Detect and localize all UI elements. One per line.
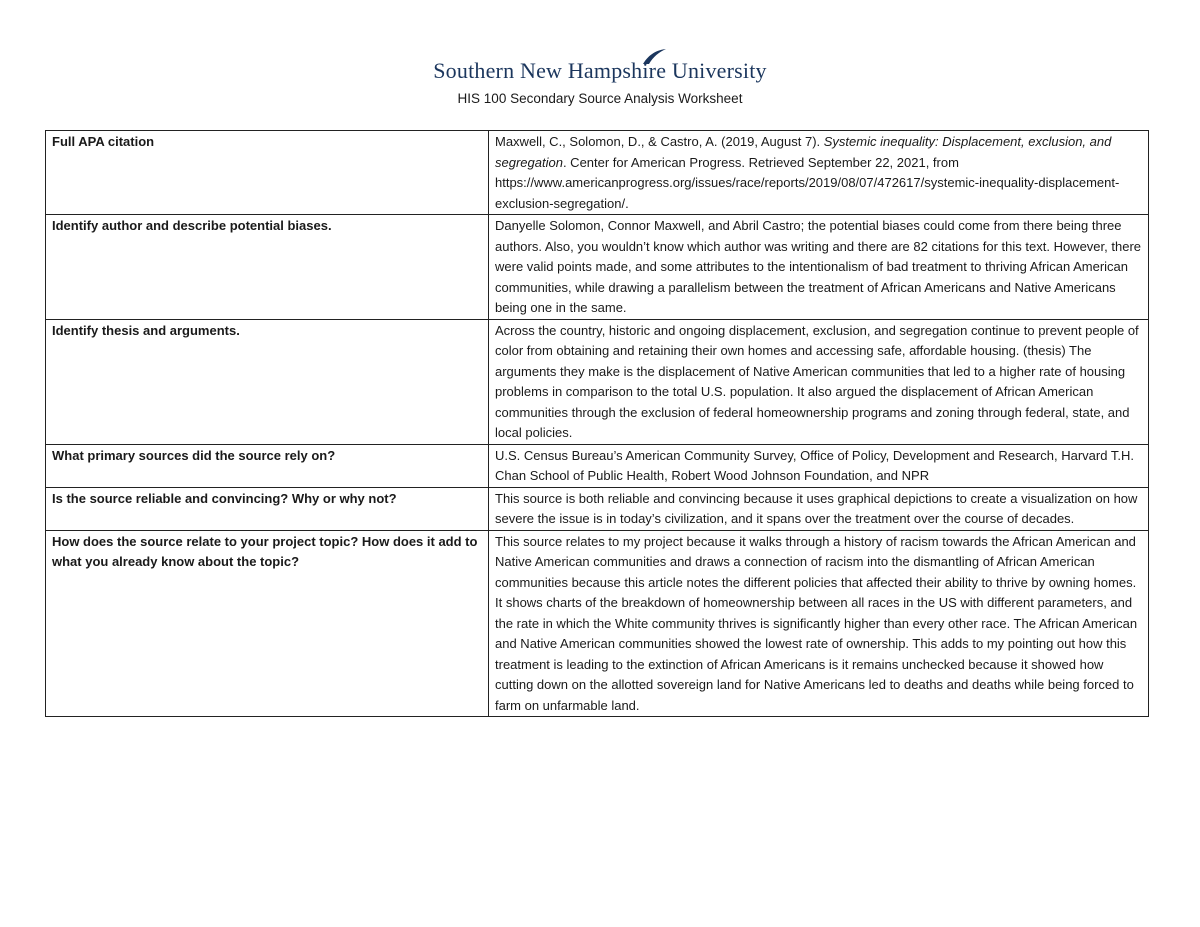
table-row	[46, 530, 1149, 717]
question-cell: How does the source relate to your project topic? How does it add to what you already know about the topic?	[46, 530, 489, 717]
analysis-table	[45, 130, 1149, 717]
question-cell: Identify author and describe potential biases.	[46, 215, 489, 320]
answer-cell	[489, 131, 1149, 215]
university-logo	[433, 56, 767, 86]
citation-title: Systemic inequality: Displacement, exclusion, and segregation	[495, 134, 1112, 170]
table-row	[46, 131, 1149, 215]
answer-cell: This source relates to my project because it walks through a history of racism towards the African American and Native American communities and draws a connection of racism into the dismantling of African American communities because this article notes the different policies that affected their ability to thrive by owning homes. It shows charts of the breakdown of homeownership between all races in the US with different parameters, and the rate in which the White community thrives is significantly higher than every other race. The African American and Native American communities showed the lowest rate of ownership. This adds to my pointing out how this treatment is leading to the extinction of African Americans is it remains unchecked because it showed how cutting down on the allotted sovereign land for Native Americans led to deaths and deaths while being forced to farm on unfarmable land.	[489, 530, 1149, 717]
logo-swoosh-icon	[641, 48, 667, 66]
question-cell: Is the source reliable and convincing? Why or why not?	[46, 487, 489, 530]
answer-cell: This source is both reliable and convincing because it uses graphical depictions to create a visualization on how severe the issue is in today’s civilization, and it spans over the treatment over the course of decades.	[489, 487, 1149, 530]
question-cell: Full APA citation	[46, 131, 489, 215]
table-row	[46, 215, 1149, 320]
citation-source: . Center for American Progress. Retrieved September 22, 2021, from https://www.americanprogress.org/issues/race/reports/2019/08/07/472617/systemic-inequality-displacement-exclusion-segregation/.	[495, 154, 1120, 211]
table-row	[46, 319, 1149, 444]
citation-authors: Maxwell, C., Solomon, D., & Castro, A. (2019, August 7).	[495, 134, 824, 149]
answer-cell: Danyelle Solomon, Connor Maxwell, and Abril Castro; the potential biases could come from there being three authors. Also, you wouldn’t know which author was writing and there are 82 citations for this text. However, there were valid points made, and some attributes to the intentionalism of bad treatment to thriving African American communities, while drawing a parallelism between the treatment of African Americans and Native Americans being one in the same.	[489, 215, 1149, 320]
table-row	[46, 444, 1149, 487]
page-header	[0, 56, 1200, 108]
answer-cell: Across the country, historic and ongoing displacement, exclusion, and segregation continue to prevent people of color from obtaining and retaining their own homes and accessing safe, affordable housing. (thesis) The arguments they make is the displacement of Native American communities that led to a higher rate of housing problems in comparison to the total U.S. population. It also argued the displacement of African American communities through the exclusion of federal homeownership programs and zoning through federal, state, and local policies.	[489, 319, 1149, 444]
question-cell: Identify thesis and arguments.	[46, 319, 489, 444]
logo-text: Southern New Hampshire University	[433, 58, 767, 83]
worksheet-title: HIS 100 Secondary Source Analysis Worksheet	[457, 91, 743, 106]
answer-cell: U.S. Census Bureau’s American Community Survey, Office of Policy, Development and Research, Harvard T.H. Chan School of Public Health, Robert Wood Johnson Foundation, and NPR	[489, 444, 1149, 487]
question-cell: What primary sources did the source rely on?	[46, 444, 489, 487]
table-row	[46, 487, 1149, 530]
